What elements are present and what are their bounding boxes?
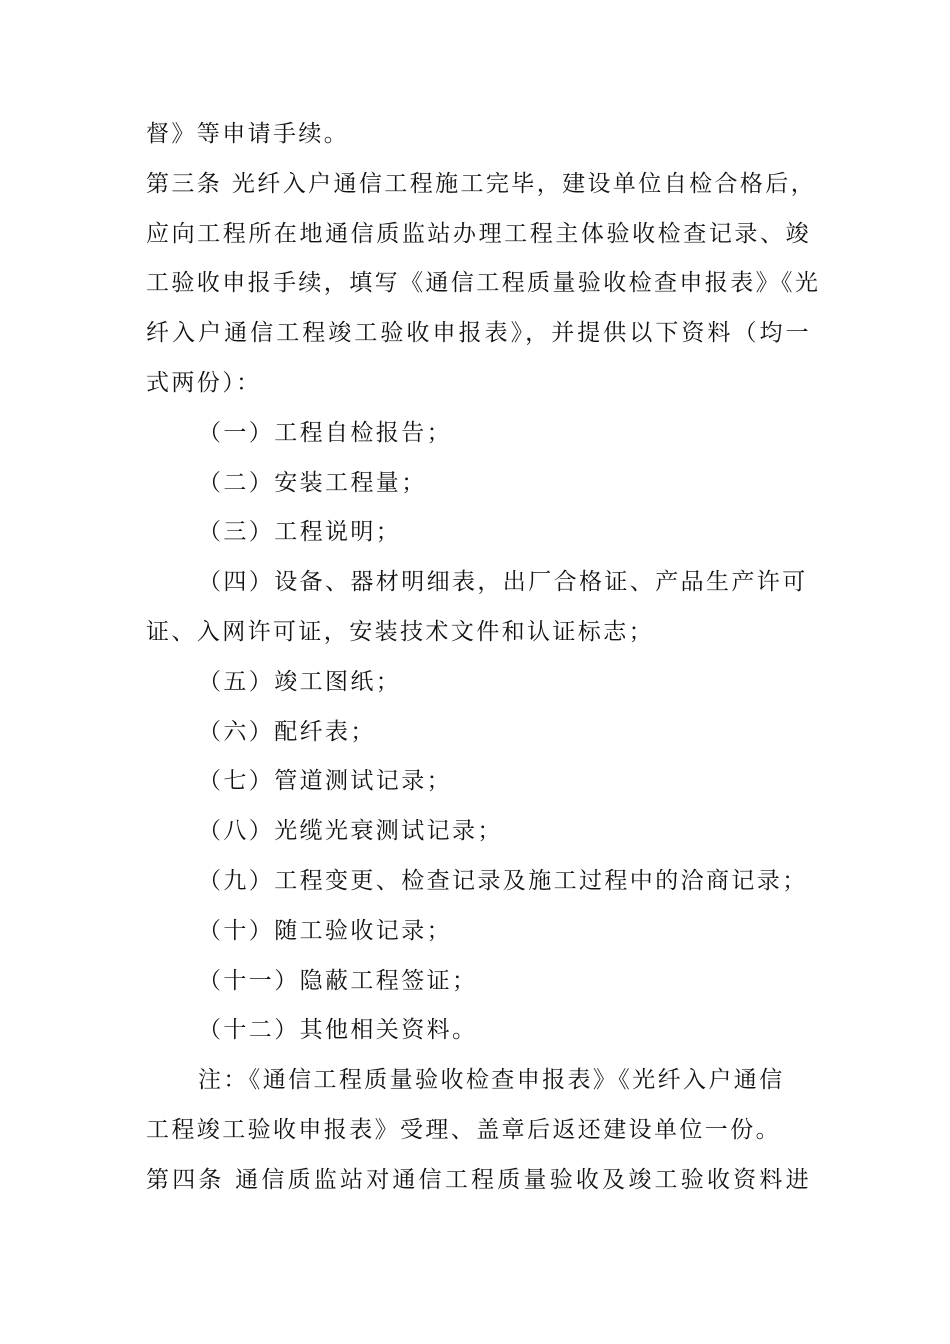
list-item-continuation: 证、入网许可证，安装技术文件和认证标志； bbox=[146, 618, 654, 645]
article-three-heading: 第三条 光纤入户通信工程施工完毕，建设单位自检合格后， bbox=[146, 170, 817, 197]
list-item: （八）光缆光衰测试记录； bbox=[198, 818, 503, 845]
note-continuation: 工程竣工验收申报表》受理、盖章后返还建设单位一份。 bbox=[146, 1116, 781, 1143]
text-line: 应向工程所在地通信质监站办理工程主体验收检查记录、竣 bbox=[146, 220, 811, 247]
note-line: 注：《通信工程质量验收检查申报表》《光纤入户通信 bbox=[198, 1067, 785, 1094]
list-item: （四）设备、器材明细表，出厂合格证、产品生产许可 bbox=[198, 569, 808, 596]
text-line: 纤入户通信工程竣工验收申报表》，并提供以下资料（均一 bbox=[146, 320, 811, 347]
list-item: （十二）其他相关资料。 bbox=[198, 1017, 478, 1044]
list-item: （一）工程自检报告； bbox=[198, 419, 452, 446]
list-item: （六）配纤表； bbox=[198, 718, 376, 745]
list-item: （三）工程说明； bbox=[198, 519, 402, 546]
text-line: 工验收申报手续，填写《通信工程质量验收检查申报表》《光 bbox=[146, 270, 821, 297]
article-four-heading: 第四条 通信质监站对通信工程质量验收及竣工验收资料进 bbox=[146, 1166, 811, 1193]
document-body bbox=[146, 110, 821, 1206]
list-item: （十）随工验收记录； bbox=[198, 917, 452, 944]
list-item: （九）工程变更、检查记录及施工过程中的洽商记录； bbox=[198, 867, 808, 894]
list-item: （十一）隐蔽工程签证； bbox=[198, 967, 478, 994]
list-item: （五）竣工图纸； bbox=[198, 668, 402, 695]
text-line: 式两份）： bbox=[146, 369, 262, 396]
list-item: （二）安装工程量； bbox=[198, 469, 427, 496]
list-item: （七）管道测试记录； bbox=[198, 768, 452, 795]
text-line: 督》等申请手续。 bbox=[146, 121, 350, 147]
